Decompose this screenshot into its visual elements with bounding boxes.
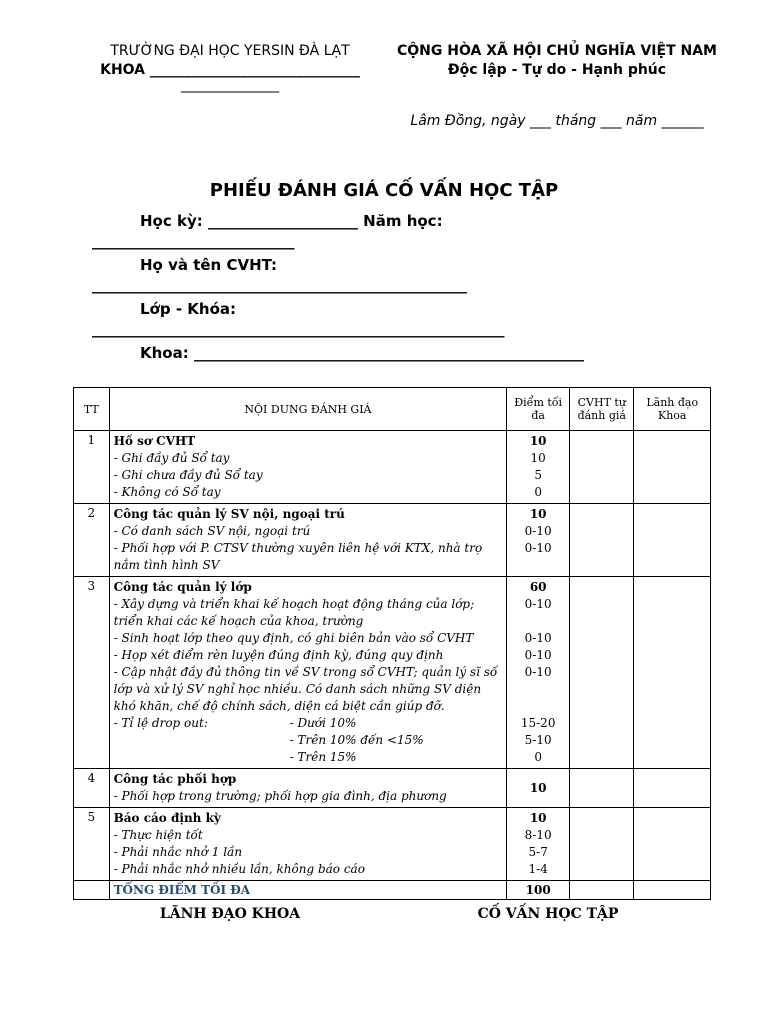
criterion-content [109,769,507,808]
header-right [392,42,722,80]
criterion-title: Công tác quản lý SV nội, ngoại trú [113,507,345,521]
score-value: 0-10 [524,524,552,538]
score-value: 0-10 [524,597,552,611]
score-value: 5 [534,468,542,482]
page-title: PHIẾU ĐÁNH GIÁ CỐ VẤN HỌC TẬP [209,180,559,201]
max-score [507,577,570,769]
score-value: 1-4 [528,862,548,876]
lead-score-cell[interactable] [634,769,711,808]
school-name: TRƯỜNG ĐẠI HỌC YERSIN ĐÀ LẠT [110,43,350,59]
max-score [507,504,570,577]
table-row [74,808,711,881]
self-score-cell[interactable] [570,577,634,769]
table-header-row [74,388,711,431]
score-value: 15-20 [520,716,556,730]
class-field[interactable]: Lớp - Khóa: [140,300,236,318]
criterion-item [114,749,503,766]
criterion-item: - Cập nhật đầy đủ thông tin về SV trong sổ CVHT; quản lý sĩ số lớp và xử lý SV nghỉ học nhiều. Có danh sách những SV diện khó khăn, chế độ chính sách, diện cá biệt cần giúp đỡ. [113,665,498,713]
criterion-item: - Phối hợp với P. CTSV thường xuyên liên hệ với KTX, nhà trọ nắm tình hình SV [113,541,483,572]
criterion-content [109,808,507,881]
criterion-content [109,577,507,769]
row-number: 4 [74,769,110,808]
score-value: 5-10 [524,733,552,747]
criterion-item: - Không có Sổ tay [113,485,221,499]
score-value: 0-10 [524,665,552,679]
score-value: 60 [529,580,547,594]
score-value: 0 [534,750,542,764]
score-value: 0-10 [524,648,552,662]
date-line: Lâm Đồng, ngày ___ tháng ___ năm ______ [410,113,704,129]
semester-field-cont[interactable]: ___________________________ [92,232,295,250]
lead-score-cell[interactable] [634,577,711,769]
criterion-item: - Xây dựng và triển khai kế hoạch hoạt động tháng của lớp; triển khai các kế hoạch của khoa, trường [113,597,475,628]
advisor-name-field[interactable]: Họ và tên CVHT: [140,256,278,274]
criterion-item: - Họp xét điểm rèn luyện đúng định kỳ, đúng quy định [113,648,444,662]
criterion-title: Công tác phối hợp [113,772,237,786]
header-left [60,42,400,93]
header-lead: Lãnh đạo Khoa [634,388,711,431]
table-row [74,504,711,577]
criterion-item: - Có danh sách SV nội, ngoại trú [113,524,311,538]
motto: Độc lập - Tự do - Hạnh phúc [447,62,667,78]
criterion-title: Hồ sơ CVHT [113,434,196,448]
lead-score-cell[interactable] [634,808,711,881]
signature-faculty-lead: LÃNH ĐẠO KHOA [159,906,301,922]
criterion-item: - Phải nhắc nhở nhiều lần, không báo cáo [113,862,365,876]
score-value: 5-7 [528,845,548,859]
criterion-item-label: - Tỉ lệ drop out: [113,716,208,730]
criterion-title: Công tác quản lý lớp [113,580,252,594]
semester-field[interactable]: Học kỳ: ____________________ Năm học: [140,212,443,230]
score-value: 0 [534,485,542,499]
criterion-item: - Phối hợp trong trường; phối hợp gia đình, địa phương [113,789,447,803]
signature-advisor: CỐ VẤN HỌC TẬP [477,906,619,922]
score-value: 10 [529,811,547,825]
evaluation-table [73,387,711,900]
criterion-item: - Ghi đầy đủ Sổ tay [113,451,230,465]
lead-score-cell[interactable] [634,431,711,504]
max-score [507,769,570,808]
total-self-cell[interactable] [570,881,634,900]
criterion-item: - Phải nhắc nhở 1 lần [113,845,243,859]
score-value: 0-10 [524,631,552,645]
row-number: 3 [74,577,110,769]
total-blank [74,881,110,900]
criterion-content [109,504,507,577]
country-name: CỘNG HÒA XÃ HỘI CHỦ NGHĨA VIỆT NAM [396,43,717,59]
score-value: 10 [529,781,547,795]
header-self: CVHT tự đánh giá [570,388,634,431]
faculty-line: KHOA ______________________________ [100,62,360,78]
criterion-item: - Ghi chưa đầy đủ Sổ tay [113,468,263,482]
table-row [74,769,711,808]
header-max: Điểm tối đa [507,388,570,431]
criterion-item: - Sinh hoạt lớp theo quy định, có ghi biên bản vào sổ CVHT [113,631,474,645]
self-score-cell[interactable] [570,504,634,577]
row-number: 5 [74,808,110,881]
max-score [507,808,570,881]
self-score-cell[interactable] [570,431,634,504]
criterion-item: - Thực hiện tốt [113,828,203,842]
score-value: 8-10 [524,828,552,842]
self-score-cell[interactable] [570,769,634,808]
max-score [507,431,570,504]
faculty-field[interactable]: Khoa: ____________________________________________________ [140,344,584,362]
row-number: 1 [74,431,110,504]
score-value: 10 [530,451,546,465]
criterion-item [114,715,503,732]
criterion-subitem: - Trên 15% [289,750,357,764]
score-value: 0-10 [524,541,552,555]
header-tt: TT [74,388,110,431]
total-lead-cell[interactable] [634,881,711,900]
table-row [74,431,711,504]
class-field-cont[interactable]: _______________________________________________________ [92,320,505,338]
advisor-name-field-cont[interactable]: __________________________________________________ [92,276,467,294]
row-number: 2 [74,504,110,577]
self-score-cell[interactable] [570,808,634,881]
header-content: NỘI DUNG ĐÁNH GIÁ [109,388,507,431]
score-value: 10 [529,507,547,521]
criterion-subitem: - Dưới 10% [289,716,357,730]
criterion-subitem: - Trên 10% đến <15% [289,733,424,747]
lead-score-cell[interactable] [634,504,711,577]
total-label: TỔNG ĐIỂM TỐI ĐA [109,881,507,900]
total-value: 100 [507,881,570,900]
score-value: 10 [529,434,547,448]
criterion-content [109,431,507,504]
criterion-title: Báo cáo định kỳ [113,811,221,825]
criterion-item [114,732,503,749]
total-row [74,881,711,900]
table-row [74,577,711,769]
faculty-line-2: ______________ [181,77,279,93]
